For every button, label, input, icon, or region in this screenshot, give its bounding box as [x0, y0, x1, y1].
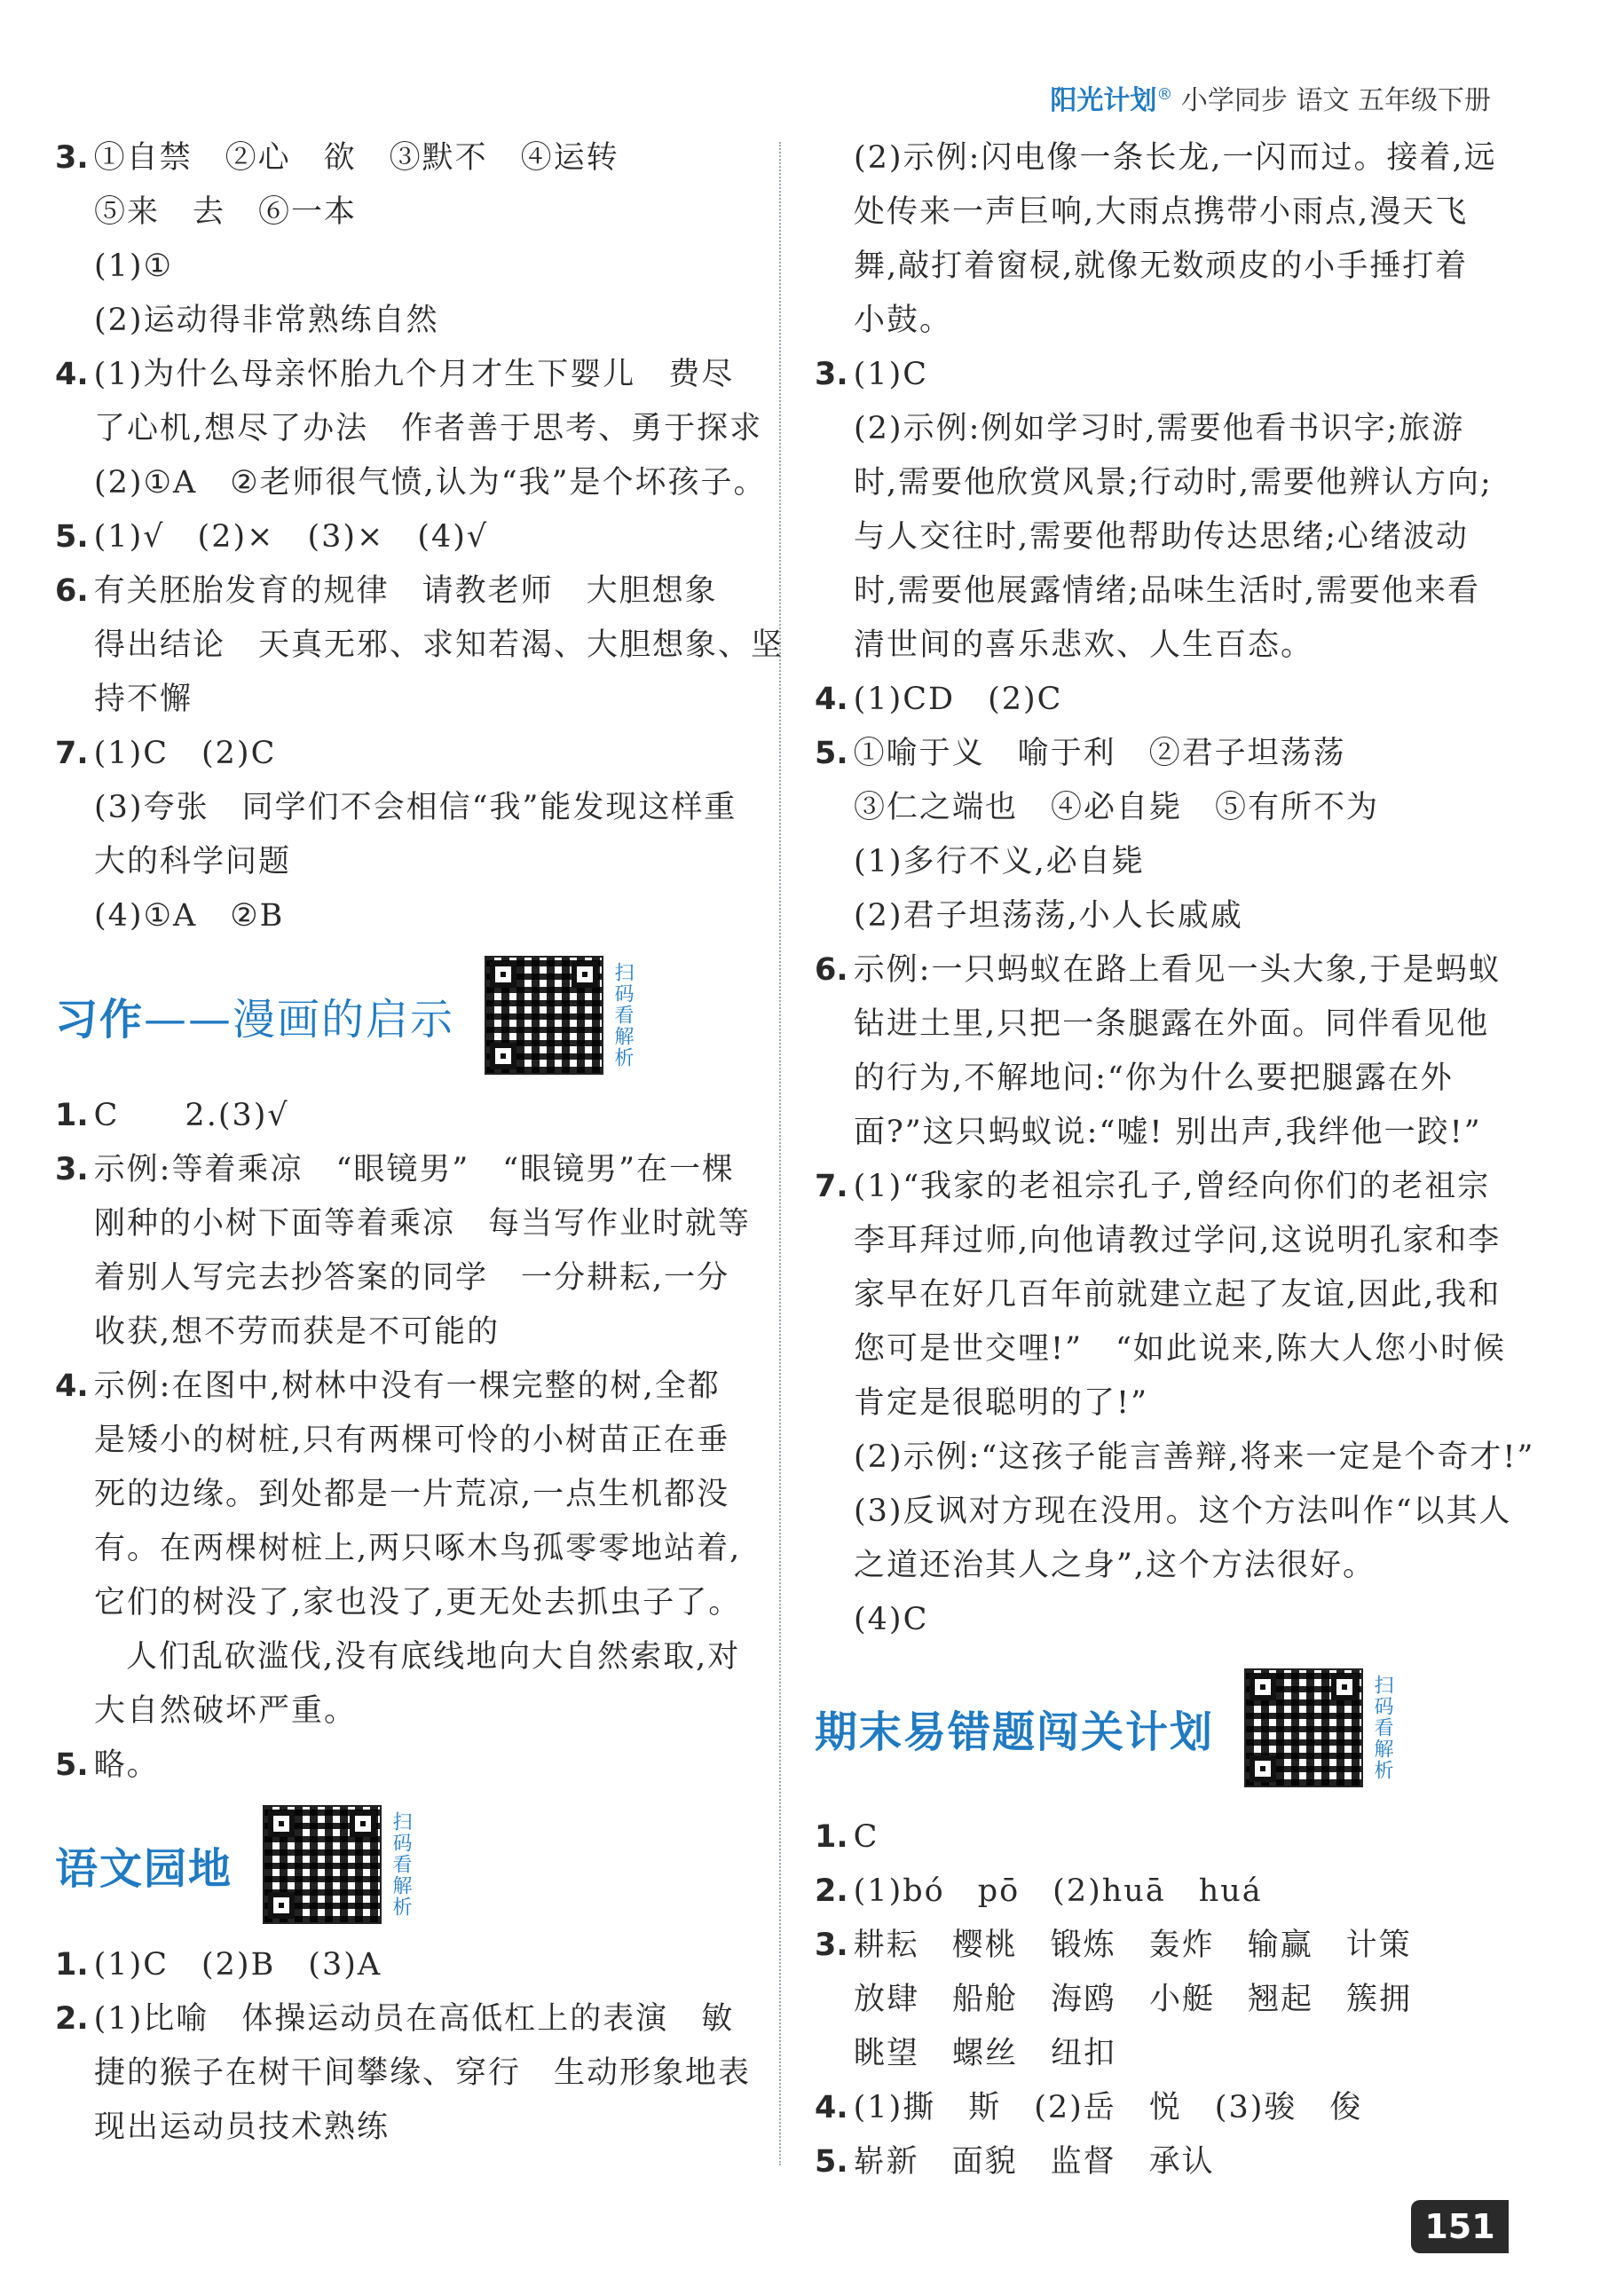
answer-text: 时,需要他欣赏风景;行动时,需要他辨认方向; [854, 465, 1493, 501]
answer-text: ⑤来 去 ⑥一本 [94, 194, 358, 230]
answer-line [55, 510, 747, 564]
answer-text: 捷的猴子在树干间攀缘、穿行 生动形象地表 [94, 2055, 752, 2091]
answer-line [55, 456, 767, 510]
question-number: 5. [55, 519, 89, 555]
answer-line [55, 2101, 747, 2155]
answer-text: (1)bó pō (2)huā huá [853, 1873, 1263, 1909]
answer-text: ③仁之端也 ④必自毙 ⑤有所不为 [854, 790, 1380, 825]
right-column [815, 131, 1535, 2189]
answer-text: 有。在两棵树桩上,两只啄木鸟孤零零地站着, [94, 1531, 742, 1566]
answer-line [55, 619, 784, 673]
question-number: 1. [55, 1098, 89, 1133]
answer-text: (2)①A ②老师很气愤,认为“我”是个坏孩子。 [94, 465, 767, 501]
answer-text: 崭新 面貌 监督 承认 [853, 2144, 1215, 2180]
answer-line [815, 1485, 1512, 1539]
answer-line [55, 1251, 747, 1305]
answer-text: 清世间的喜乐悲欢、人生百态。 [854, 627, 1314, 663]
answer-text: (1)CD (2)C [853, 682, 1063, 717]
qr-code[interactable] [485, 956, 636, 1075]
qr-image [1244, 1668, 1363, 1787]
qr-label: 扫码看解析 [1371, 1675, 1394, 1781]
answer-line [55, 564, 747, 619]
section-header [55, 1798, 747, 1931]
answer-text: (3)夸张 同学们不会相信“我”能发现这样重 [94, 790, 737, 825]
answer-line [55, 2046, 752, 2101]
answer-line [815, 943, 1507, 998]
answer-text: 持不懈 [94, 682, 193, 717]
answer-text: (2)示例:“这孩子能言善辩,将来一定是个奇才!” [854, 1439, 1535, 1475]
answer-text: (2)示例:例如学习时,需要他看书识字;旅游 [854, 411, 1465, 446]
answer-line [815, 1268, 1507, 1322]
answer-text: 钻进土里,只把一条腿露在外面。同伴看见他 [854, 1006, 1490, 1042]
answer-line [815, 1052, 1507, 1106]
answer-line [55, 240, 747, 294]
question-number: 1. [55, 1947, 89, 1983]
page-number: 151 [1411, 2200, 1509, 2253]
answer-line [815, 1106, 1507, 1160]
answer-text: 时,需要他展露情绪;品味生活时,需要他来看 [854, 573, 1481, 609]
answer-line [815, 2081, 1507, 2135]
answer-line [815, 402, 1507, 456]
answer-line [815, 1919, 1507, 1973]
answer-text: (1)“我家的老祖宗孔子,曾经向你们的老祖宗 [853, 1169, 1491, 1204]
answer-text: (2)君子坦荡荡,小人长戚戚 [854, 898, 1243, 934]
answer-line [55, 1522, 747, 1576]
book-subtitle: 小学同步 语文 五年级下册 [1180, 85, 1491, 116]
answer-line [55, 781, 747, 835]
answer-line [55, 673, 747, 727]
answer-line [815, 673, 1507, 727]
answer-line [55, 294, 747, 348]
qr-image [263, 1805, 382, 1924]
question-number: 3. [815, 357, 848, 392]
answer-line [55, 1089, 747, 1143]
question-number: 6. [815, 952, 848, 988]
answer-text: 示例:等着乘凉 “眼镜男” “眼镜男”在一棵 [93, 1152, 736, 1187]
answer-line [55, 1630, 747, 1684]
answer-line [815, 348, 1507, 402]
answer-line [815, 1160, 1507, 1214]
question-number: 7. [55, 736, 89, 771]
answer-line [815, 185, 1507, 240]
answer-line [55, 131, 747, 185]
answer-text: 的行为,不解地问:“你为什么要把腿露在外 [854, 1061, 1454, 1096]
answer-line [815, 1431, 1535, 1485]
answer-text: 舞,敲打着窗棂,就像无数顽皮的小手捶打着 [854, 248, 1469, 284]
answer-text: ①自禁 ②心 欲 ③默不 ④运转 [93, 140, 619, 176]
answer-text: (1)多行不义,必自毙 [854, 844, 1145, 879]
answer-line [55, 1468, 747, 1522]
answer-line [815, 781, 1507, 835]
answer-text: 现出运动员技术熟练 [94, 2109, 390, 2145]
question-number: 5. [55, 1747, 89, 1783]
answer-text: 之道还治其人之身”,这个方法很好。 [854, 1548, 1376, 1583]
answer-line [55, 1684, 747, 1739]
question-number: 5. [815, 2144, 848, 2180]
answer-text: 大自然破坏严重。 [94, 1693, 358, 1729]
answer-text: (1)① [94, 248, 173, 284]
answer-text: 示例:在图中,树林中没有一棵完整的树,全都 [93, 1368, 721, 1404]
left-column [55, 131, 784, 2155]
answer-text: 处传来一声巨响,大雨点携带小雨点,漫天飞 [854, 194, 1469, 230]
answer-line [815, 564, 1507, 619]
answer-text: (3)反讽对方现在没用。这个方法叫作“以其人 [854, 1494, 1512, 1529]
answer-line [815, 2027, 1507, 2081]
answer-text: (2)示例:闪电像一条长龙,一闪而过。接着,远 [854, 140, 1497, 176]
section-title: 习作——漫画的启示 [55, 994, 455, 1045]
answer-text: C [853, 1819, 879, 1855]
question-number: 4. [815, 682, 848, 717]
question-number: 1. [815, 1819, 848, 1855]
question-number: 2. [815, 1873, 848, 1909]
answer-line [815, 1322, 1507, 1376]
answer-line [815, 1214, 1507, 1268]
question-number: 3. [55, 140, 89, 176]
answer-line [55, 402, 763, 456]
answer-text: 略。 [93, 1747, 160, 1783]
answer-line [55, 1197, 752, 1251]
question-number: 3. [55, 1152, 89, 1187]
answer-text: (1)√ (2)× (3)× (4)√ [93, 519, 489, 555]
answer-line [55, 835, 747, 889]
question-number: 6. [55, 573, 89, 609]
answer-text: 小鼓。 [854, 303, 953, 338]
answer-text: 它们的树没了,家也没了,更无处去抓虫子了。 [94, 1585, 742, 1620]
answer-text: ①喻于义 喻于利 ②君子坦荡荡 [853, 736, 1346, 771]
answer-text: 刚种的小树下面等着乘凉 每当写作业时就等 [94, 1206, 752, 1242]
answer-text: 您可是世交哩!” “如此说来,陈大人您小时候 [854, 1331, 1506, 1367]
answer-line [815, 835, 1507, 889]
section-title: 语文园地 [55, 1843, 233, 1894]
qr-code[interactable] [263, 1805, 414, 1924]
answer-line [815, 1865, 1507, 1919]
answer-line [815, 727, 1507, 781]
answer-text: (1)撕 斯 (2)岳 悦 (3)骏 俊 [853, 2090, 1363, 2125]
answer-text: 肯定是很聪明的了!” [854, 1385, 1148, 1421]
answer-text: 放肆 船舱 海鸥 小艇 翘起 簇拥 [854, 1982, 1413, 2017]
answer-line [815, 1810, 1507, 1865]
answer-text: (2)运动得非常熟练自然 [94, 303, 439, 338]
answer-block [815, 131, 1535, 1647]
answer-line [55, 1739, 747, 1793]
answer-line [55, 1938, 747, 1992]
answer-text: 了心机,想尽了办法 作者善于思考、勇于探求 [94, 411, 763, 446]
section-title: 期末易错题闯关计划 [815, 1707, 1215, 1757]
question-number: 4. [55, 1368, 89, 1404]
answer-text: 收获,想不劳而获是不可能的 [94, 1314, 501, 1350]
answer-line [815, 1973, 1507, 2027]
answer-line [55, 1305, 747, 1360]
qr-label: 扫码看解析 [390, 1811, 413, 1918]
answer-line [815, 2135, 1507, 2189]
answer-text: 有关胚胎发育的规律 请教老师 大胆想象 [93, 573, 718, 609]
answer-text: 家早在好几百年前就建立起了友谊,因此,我和 [854, 1277, 1502, 1313]
answer-text: 是矮小的树桩,只有两棵可怜的小树苗正在垂 [94, 1423, 730, 1458]
answer-text: (1)C [853, 357, 929, 392]
answer-line [815, 240, 1507, 294]
answer-line [55, 1992, 747, 2046]
answer-block [55, 1089, 752, 1793]
answer-line [55, 1143, 747, 1197]
qr-code[interactable] [1244, 1668, 1396, 1787]
answer-text: 耕耘 樱桃 锻炼 轰炸 输赢 计策 [853, 1928, 1412, 1963]
answer-block [55, 131, 784, 943]
answer-line [815, 1376, 1507, 1431]
question-number: 4. [55, 357, 89, 392]
answer-text: (1)为什么母亲怀胎九个月才生下婴儿 费尽 [93, 357, 735, 392]
answer-line [815, 510, 1507, 564]
answer-line [55, 1576, 747, 1630]
answer-text: 与人交往时,需要他帮助传达思绪;心绪波动 [854, 519, 1469, 555]
registered-mark: ® [1156, 85, 1173, 104]
qr-image [485, 956, 603, 1075]
question-number: 2. [55, 2001, 89, 2037]
answer-text: 大的科学问题 [94, 844, 292, 879]
answer-line [55, 348, 747, 402]
answer-text: 人们乱砍滥伐,没有底线地向大自然索取,对 [126, 1639, 741, 1675]
answer-line [815, 1539, 1507, 1593]
answer-text: 得出结论 天真无邪、求知若渴、大胆想象、坚 [94, 627, 784, 663]
answer-line [815, 998, 1507, 1052]
question-number: 7. [815, 1169, 848, 1204]
section-header [815, 1652, 1507, 1803]
answer-text: 李耳拜过师,向他请教过学问,这说明孔家和李 [854, 1223, 1502, 1258]
answer-line [815, 456, 1507, 510]
answer-block [815, 1810, 1507, 2189]
answer-line [815, 1593, 1507, 1647]
answer-line [815, 619, 1507, 673]
answer-text: (4)C [854, 1602, 929, 1637]
answer-text: (4)①A ②B [94, 898, 285, 934]
answer-line [55, 889, 747, 943]
answer-text: 示例:一只蚂蚁在路上看见一头大象,于是蚂蚁 [853, 952, 1502, 988]
answer-text: 着别人写完去抄答案的同学 一分耕耘,一分 [94, 1260, 730, 1296]
question-number: 4. [815, 2090, 848, 2125]
answer-block [55, 1938, 752, 2155]
answer-line [55, 1360, 747, 1414]
answer-line [55, 727, 747, 781]
answer-line [815, 131, 1507, 185]
section-header [55, 949, 747, 1082]
qr-label: 扫码看解析 [611, 962, 635, 1068]
answer-line [815, 889, 1507, 943]
answer-text: 眺望 螺丝 纽扣 [854, 2036, 1117, 2071]
question-number: 5. [815, 736, 848, 771]
answer-text: 死的边缘。到处都是一片荒凉,一点生机都没 [94, 1477, 730, 1512]
answer-line [815, 294, 1507, 348]
answer-text: 面?”这只蚂蚁说:“嘘! 别出声,我绊他一跤!” [854, 1115, 1482, 1150]
answer-text: (1)C (2)C [93, 736, 277, 771]
brand-name: 阳光计划 [1050, 85, 1157, 116]
question-number: 3. [815, 1928, 848, 1963]
answer-text: (1)比喻 体操运动员在高低杠上的表演 敏 [93, 2001, 735, 2037]
column-divider [779, 142, 781, 2165]
answer-text: C 2.(3)√ [93, 1098, 289, 1133]
answer-line [55, 185, 747, 240]
answer-text: (1)C (2)B (3)A [93, 1947, 382, 1983]
page-header [1050, 78, 1491, 117]
answer-line [55, 1414, 747, 1468]
